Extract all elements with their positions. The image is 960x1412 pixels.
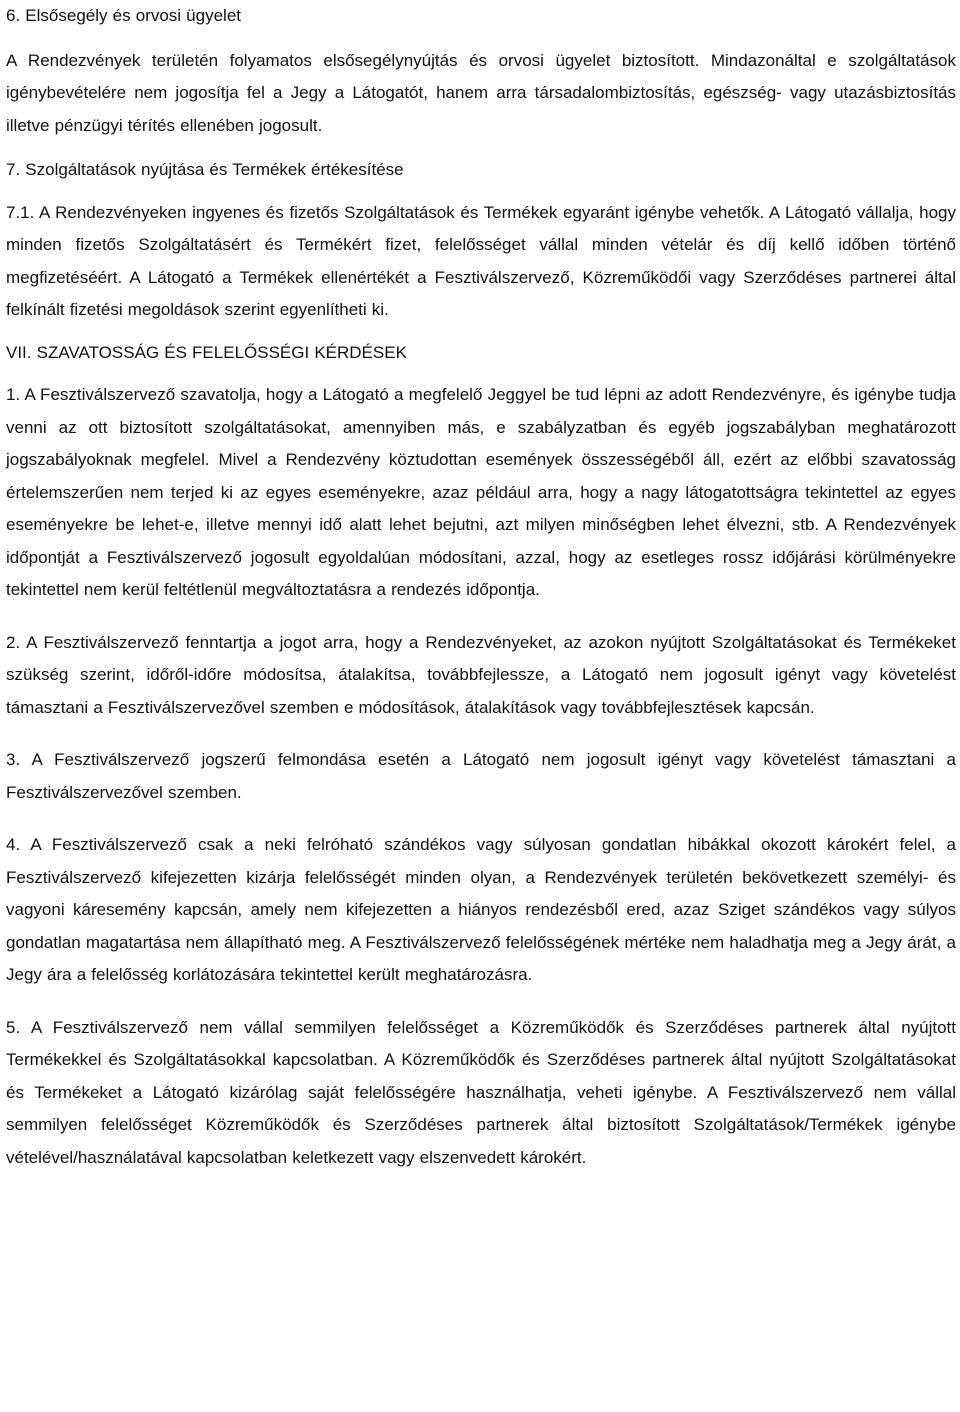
section-vii-point-2: 2. A Fesztiválszervező fenntartja a jogot arra, hogy a Rendezvényeket, az azokon nyújtott Szolgáltatásokat és Termékeket szükség szerint, időről-időre módosítsa, átalakítsa, továbbfejlessze, a Látogató nem jogosult igényt vagy követelést támasztani a Fesztiválszervezővel szemben e módosítások, átalakítások vagy továbbfejlesztések kapcsán. [6, 632, 956, 717]
section-7-heading: 7. Szolgáltatások nyújtása és Termékek értékesítése [6, 160, 404, 179]
section-vii-point-4: 4. A Fesztiválszervező csak a neki felróható szándékos vagy súlyosan gondatlan hibákkal okozott károkért felel, a Fesztiválszervező kifejezetten kizárja felelősségét minden olyan, a Rendezvények területén bekövetkezett személyi- és vagyoni káresemény kapcsán, amely nem kifejezetten a hiányos rendezésből ered, azaz Sziget szándékos vagy súlyos gondatlan magatartása nem állapítható meg. A Fesztiválszervező felelősségének mértéke nem haladhatja meg a Jegy árát, a Jegy ára a felelősség korlátozására tekintettel került meghatározásra. [6, 835, 956, 984]
section-6-heading: 6. Elsősegély és orvosi ügyelet [6, 6, 242, 25]
section-vii-point-1: 1. A Fesztiválszervező szavatolja, hogy a Látogató a megfelelő Jeggyel be tud lépni az adott Rendezvényre, és igénybe tudja venni az ott biztosított szolgáltatásokat, amennyiben más, e szabályzatban és egyéb jogszabályban meghatározott jogszabályoknak megfelel. Mivel a Rendezvény köztudottan események összességéből áll, ezért az előbbi szavatosság értelemszerűen nem terjed ki az egyes eseményekre, azaz például arra, hogy a nagy látogatottságra tekintettel az egyes eseményekre be lehet-e, illetve mennyi idő alatt lehet bejutni, azt milyen minőségben lehet élvezni, stb. A Rendezvények időpontját a Fesztiválszervező jogosult egyoldalúan módosítani, azzal, hogy az esetleges rossz időjárási körülményekre tekintettel nem kerül feltétlenül megváltoztatásra a rendezés időpontja. [6, 385, 956, 599]
section-vii-point-5: 5. A Fesztiválszervező nem vállal semmilyen felelősséget a Közreműködők és Szerződéses partnerek által nyújtott Termékekkel és Szolgáltatásokkal kapcsolatban. A Közreműködők és Szerződéses partnerek által nyújtott Szolgáltatásokat és Termékeket a Látogató kizárólag saját felelősségére használhatja, veheti igénybe. A Fesztiválszervező nem vállal semmilyen felelősséget Közreműködők és Szerződéses partnerek által biztosított Szolgáltatások/Termékek igénybe vételével/használatával kapcsolatban keletkezett vagy elszenvedett károkért. [6, 1017, 956, 1167]
section-6-paragraph: A Rendezvények területén folyamatos elsősegélynyújtás és orvosi ügyelet biztosított. Mindazonáltal e szolgáltatások igénybevételére nem jogosítja fel a Jegy a Látogatót, hanem arra társadalombiztosítás, egészség- vagy utazásbiztosítás illetve pénzügyi térítés ellenében jogosult. [6, 50, 956, 135]
section-7-1-paragraph: 7.1. A Rendezvényeken ingyenes és fizetős Szolgáltatások és Termékek egyaránt igénybe vehetők. A Látogató vállalja, hogy minden fizetős Szolgáltatásért és Termékért fizet, felelősséget vállal minden vételár és díj kellő időben történő megfizetéséért. A Látogató a Termékek ellenértékét a Fesztiválszervező, Közreműködői vagy Szerződéses partnerei által felkínált fizetési megoldások szerint egyenlítheti ki. [6, 202, 956, 319]
section-vii-heading: VII. SZAVATOSSÁG ÉS FELELŐSSÉGI KÉRDÉSEK [6, 342, 407, 362]
section-vii-point-3: 3. A Fesztiválszervező jogszerű felmondása esetén a Látogató nem jogosult igényt vagy követelést támasztani a Fesztiválszervezővel szemben. [6, 750, 956, 802]
